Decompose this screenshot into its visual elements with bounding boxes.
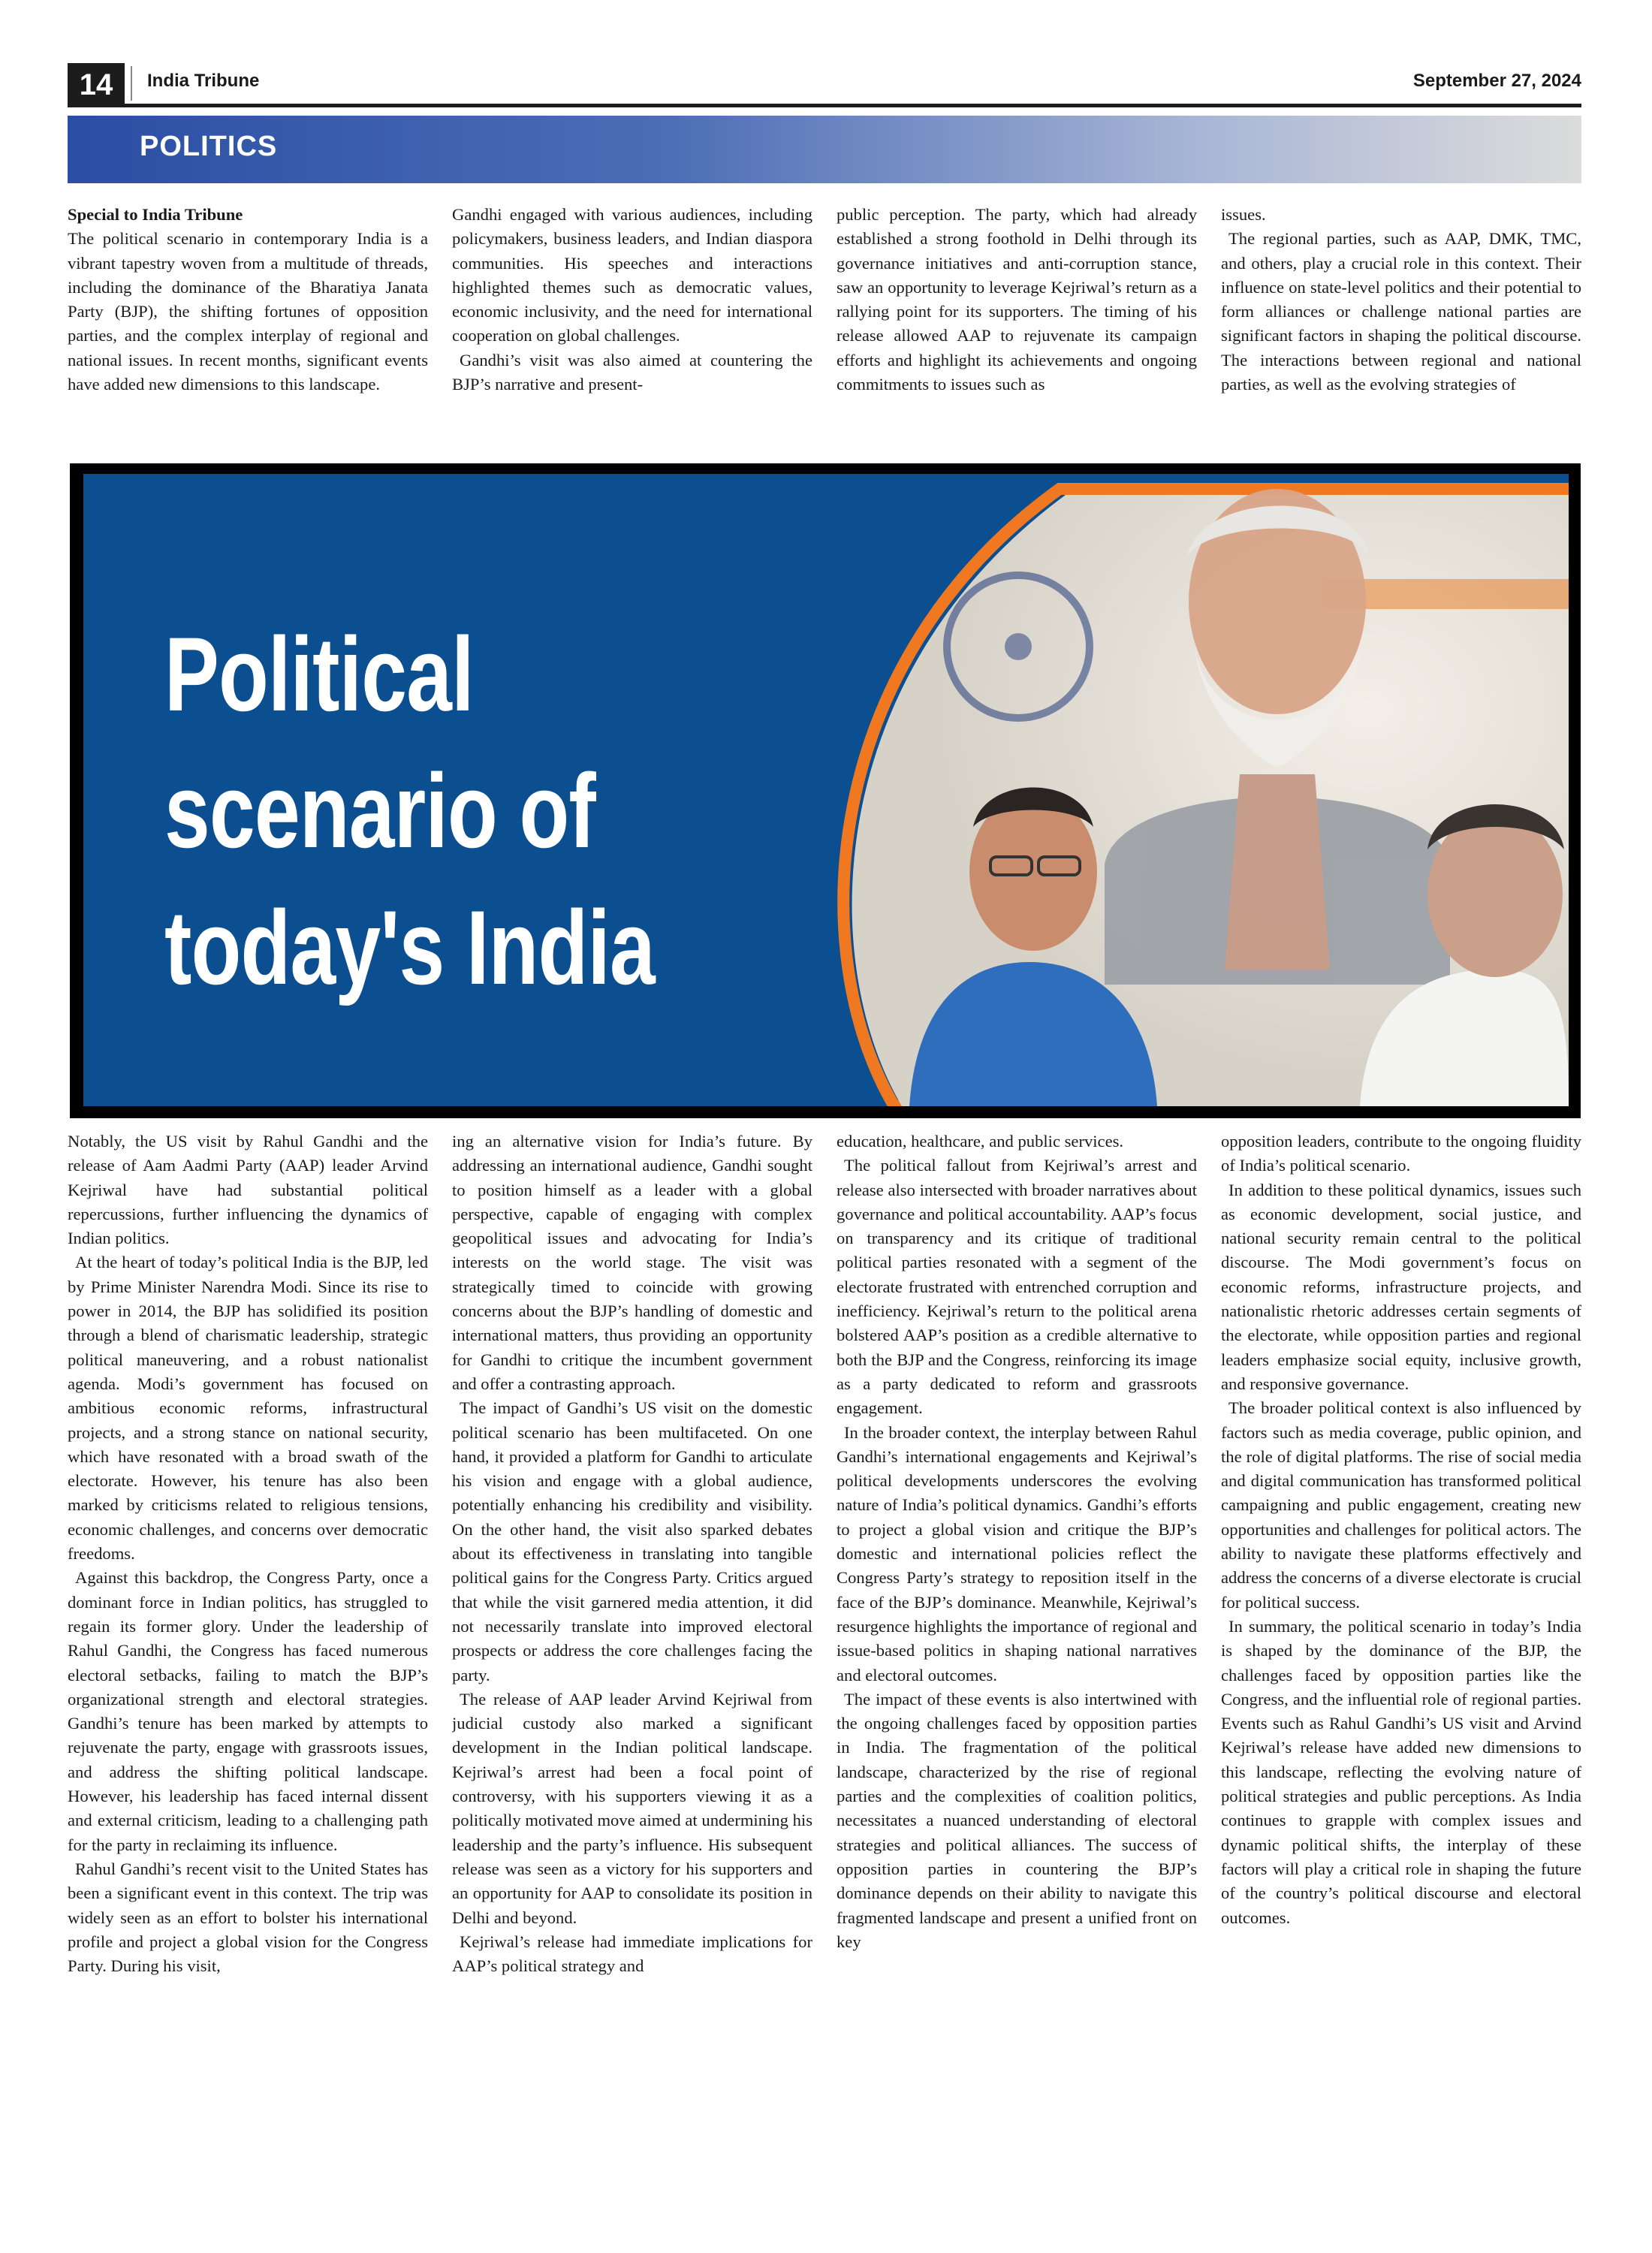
paragraph: Notably, the US visit by Rahul Gandhi and the release of Aam Aadmi Party (AAP) leader Arvind Kejriwal have had substantial political repercussions, further influencing the dynamics of Indian politics.: [68, 1132, 428, 1248]
paragraph: opposition leaders, contribute to the ongoing fluidity of India’s political scenario.: [1221, 1132, 1581, 1175]
article-column: [68, 203, 428, 451]
paragraph: Against this backdrop, the Congress Party, once a dominant force in Indian politics, has struggled to regain its former glory. Under the leadership of Rahul Gandhi, the Congress has faced numerous electoral setbacks, failing to match the BJP’s organizational strength and electoral strategies. Gandhi’s tenure has been marked by attempts to rejuvenate the party, engage with grassroots issues, and address the shifting political landscape. However, his leadership has faced internal dissent and external criticism, leading to a challenging path for the party in reclaiming its influence.: [68, 1568, 428, 1854]
section-bar: [68, 116, 1581, 183]
paragraph: The political scenario in contemporary India is a vibrant tapestry woven from a multitude of threads, including the dominance of the Bharatiya Janata Party (BJP), the shifting fortunes of opposition parties, and the complex interplay of regional and national issues. In recent months, significant events have added new dimensions to this landscape.: [68, 229, 428, 394]
page-number: 14: [68, 63, 125, 107]
paragraph: In addition to these political dynamics, issues such as economic development, social justice, and national security remain central to the political discourse. The Modi government’s focus on economic reforms, infrastructure projects, and nationalistic rhetoric addresses certain segments of the electorate, while opposition parties and regional leaders emphasize social equity, inclusive growth, and responsive governance.: [1221, 1180, 1581, 1393]
paragraph: The impact of Gandhi’s US visit on the domestic political scenario has been multifaceted. On one hand, it provided a platform for Gandhi to articulate his vision and engage with a global audience, potentially enhancing his credibility and visibility. On the other hand, the visit also sparked debates about its effectiveness in translating into tangible political gains for the Congress Party. Critics argued that while the visit garnered media attention, it did not necessarily translate into improved electoral prospects or address the core challenges facing the party.: [452, 1398, 812, 1684]
paragraph: At the heart of today’s political India is the BJP, led by Prime Minister Narendra Modi. Since its rise to power in 2014, the BJP has solidified its position through a blend of charismatic leadership, strategic political maneuvering, and a robust nationalist agenda. Modi’s government has focused on ambitious economic reforms, infrastructural projects, and a strong stance on national security, which have resonated with a broad swath of the electorate. However, his tenure has also been marked by criticisms related to religious tensions, economic challenges, and concerns over democratic freedoms.: [68, 1253, 428, 1564]
banner-headline: [164, 606, 692, 1016]
header-rule: [68, 104, 1581, 107]
header-separator: [131, 66, 132, 101]
paragraph: The impact of these events is also intertwined with the ongoing challenges faced by opposition parties in India. The fragmentation of the political landscape, characterized by the rise of regional parties and the complexities of coalition politics, necessitates a nuanced understanding of electoral strategies and political alliances. The success of opposition parties in countering the BJP’s dominance depends on their ability to navigate this fragmented landscape and present a unified front on key: [837, 1689, 1197, 1951]
article-column: [452, 203, 812, 451]
article-column: [452, 1130, 812, 2181]
section-label: POLITICS: [140, 131, 278, 162]
headline-line: today's India: [164, 888, 655, 1006]
paragraph: The regional parties, such as AAP, DMK, TMC, and others, play a crucial role in this context. Their influence on state-level politics and their potential to form alliances or challenge national parties are significant factors in shaping the political discourse. The interactions between regional and national parties, as well as the evolving strategies of: [1221, 229, 1581, 394]
byline: Special to India Tribune: [68, 205, 243, 224]
paragraph: The release of AAP leader Arvind Kejriwal from judicial custody also marked a significant development in the Indian political landscape. Kejriwal’s arrest had been a focal point of controversy, with his supporters viewing it as a politically motivated move aimed at undermining his leadership and the party’s influence. His subsequent release was seen as a victory for his supporters and an opportunity for AAP to consolidate its position in Delhi and beyond.: [452, 1689, 812, 1927]
article-column: [837, 1130, 1197, 2181]
paragraph: In summary, the political scenario in today’s India is shaped by the dominance of the BJP, the challenges faced by opposition parties like the Congress, and the influential role of regional parties. Events such as Rahul Gandhi’s US visit and Arvind Kejriwal’s release have added new dimensions to this landscape, reflecting the evolving nature of political strategies and public perceptions. As India continues to grapple with complex issues and dynamic political shifts, the interplay of these factors will play a critical role in shaping the future of the country’s political discourse and electoral outcomes.: [1221, 1616, 1581, 1927]
article-column: [68, 1130, 428, 2181]
paragraph: Rahul Gandhi’s recent visit to the United States has been a significant event in this context. The trip was widely seen as an effort to bolster his international profile and project a global vision for the Congress Party. During his visit,: [68, 1859, 428, 1976]
paragraph: Kejriwal’s release had immediate implications for AAP’s political strategy and: [452, 1932, 812, 1976]
article-column: [837, 203, 1197, 451]
paragraph: public perception. The party, which had already established a strong foothold in Delhi through its governance initiatives and anti-corruption stance, saw an opportunity to leverage Kejriwal’s return as a rallying point for its supporters. The timing of his release allowed AAP to rejuvenate its campaign efforts and highlight its achievements and ongoing commitments to issues such as: [837, 205, 1197, 394]
paragraph: The broader political context is also influenced by factors such as media coverage, public opinion, and the role of digital platforms. The rise of social media and digital communication has transformed political campaigning and public engagement, creating new opportunities and challenges for political actors. The ability to navigate these platforms effectively and address the concerns of a diverse electorate is crucial for political success.: [1221, 1398, 1581, 1612]
paragraph: education, healthcare, and public services.: [837, 1132, 1124, 1151]
banner-image: [70, 463, 1581, 1118]
article-column: [1221, 1130, 1581, 2181]
paragraph: Gandhi’s visit was also aimed at countering the BJP’s narrative and present-: [452, 350, 812, 394]
headline-line: Political: [164, 615, 474, 733]
article-column: [1221, 203, 1581, 451]
paragraph: issues.: [1221, 205, 1266, 224]
publication-name: India Tribune: [147, 71, 260, 91]
paragraph: The political fallout from Kejriwal’s arrest and release also intersected with broader narratives about governance and political accountability. AAP’s focus on transparency and its critique of traditional political parties resonated with a segment of the electorate frustrated with entrenched corruption and inefficiency. Kejriwal’s return to the political arena bolstered AAP’s position as a credible alternative to both the BJP and the Congress, reinforcing its image as a party dedicated to reform and grassroots engagement.: [837, 1156, 1197, 1418]
issue-date: September 27, 2024: [1412, 71, 1581, 91]
paragraph: ing an alternative vision for India’s future. By addressing an international audience, Gandhi sought to position himself as a leader with a global perspective, capable of engaging with complex geopolitical issues and advocating for India’s interests on the world stage. The visit was strategically timed to coincide with growing concerns about the BJP’s handling of domestic and international matters, thus providing an opportunity for Gandhi to critique the incumbent government and offer a contrasting approach.: [452, 1132, 812, 1393]
headline-line: scenario of: [164, 752, 596, 870]
banner-panel: [83, 474, 1569, 1106]
paragraph: Gandhi engaged with various audiences, including policymakers, business leaders, and Indian diaspora communities. His speeches and interactions highlighted themes such as democratic values, economic inclusivity, and the need for international cooperation on global challenges.: [452, 205, 812, 345]
paragraph: In the broader context, the interplay between Rahul Gandhi’s international engagements and Kejriwal’s political developments underscores the evolving nature of India’s political dynamics. Gandhi’s efforts to project a global vision and critique the BJP’s domestic and international policies reflect the Congress Party’s strategy to reposition itself in the face of the BJP’s dominance. Meanwhile, Kejriwal’s resurgence highlights the importance of regional and issue-based politics in shaping national narratives and electoral outcomes.: [837, 1422, 1197, 1684]
